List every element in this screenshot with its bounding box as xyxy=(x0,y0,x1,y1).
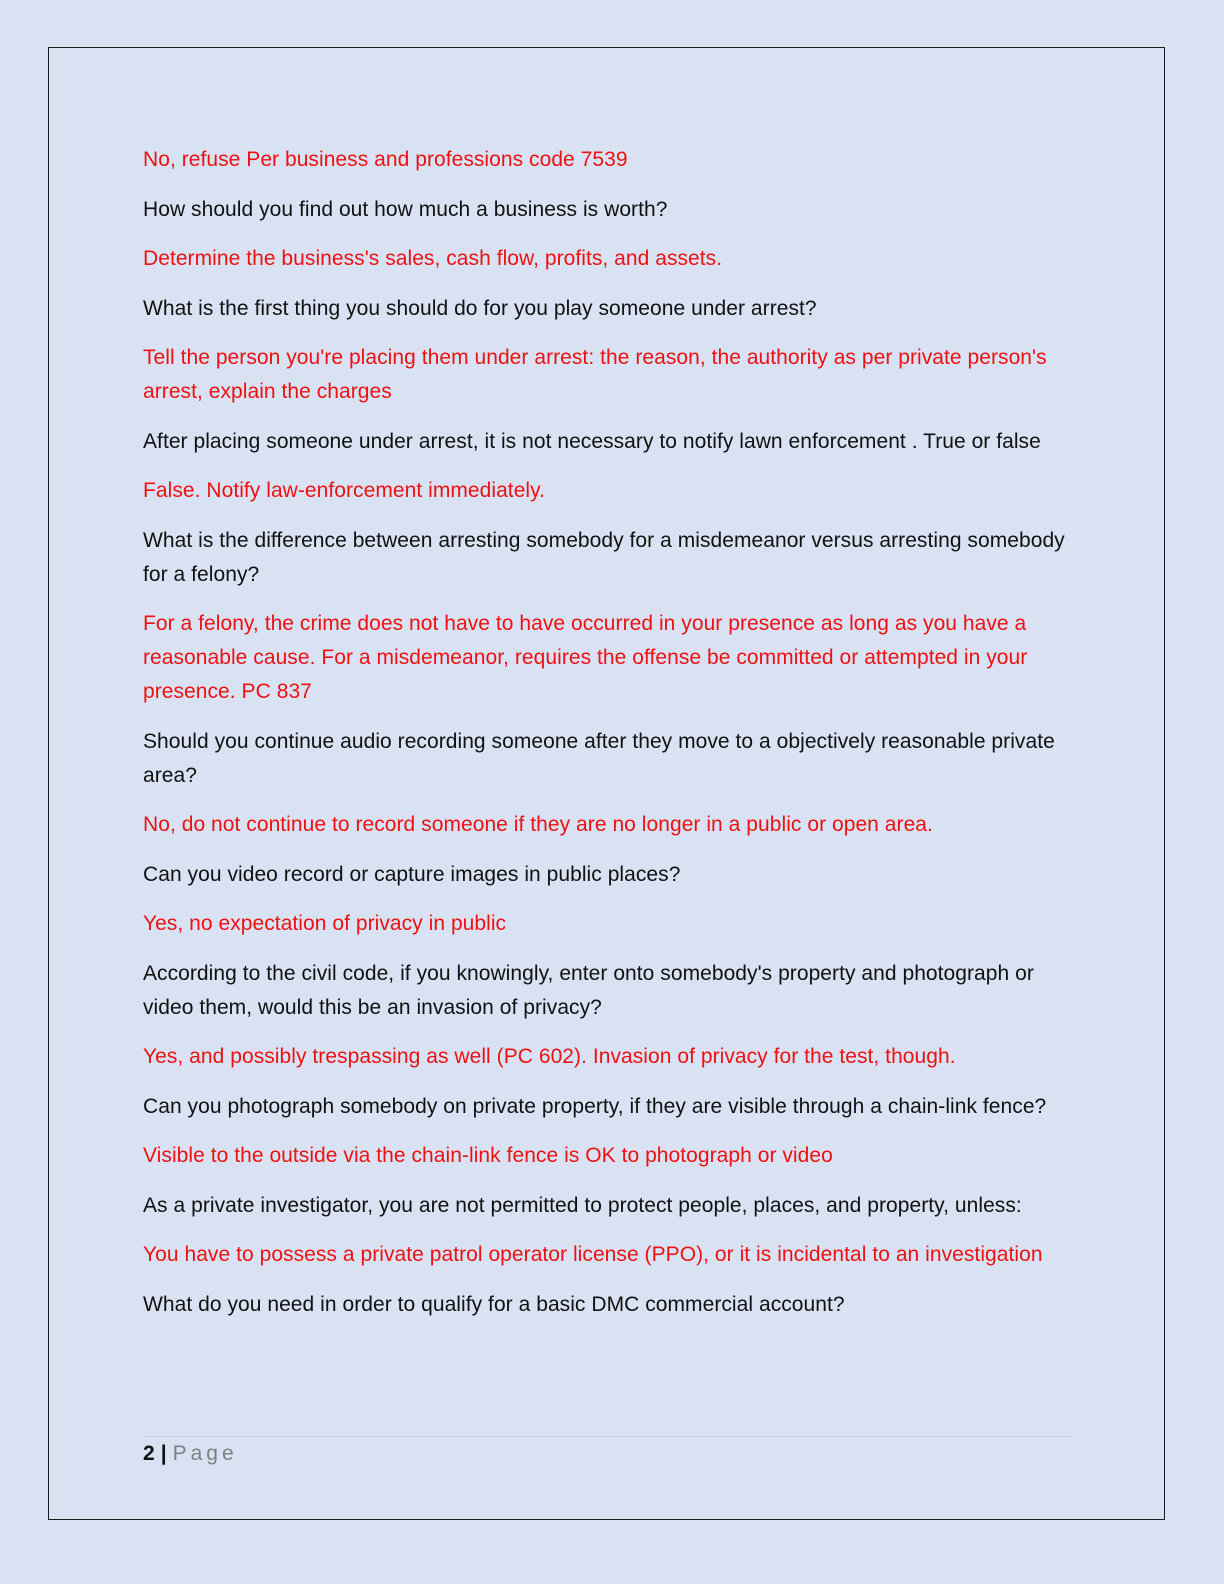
page-number: 2 xyxy=(143,1442,155,1465)
question-paragraph: After placing someone under arrest, it is not necessary to notify lawn enforcement . True or false xyxy=(143,429,1041,453)
question-paragraph: What do you need in order to qualify for a basic DMC commercial account? xyxy=(143,1292,845,1316)
question-paragraph: Can you photograph somebody on private property, if they are visible through a chain-link fence? xyxy=(143,1094,1047,1118)
document-body xyxy=(143,143,1073,1337)
answer-paragraph: For a felony, the crime does not have to have occurred in your presence as long as you have a reasonable cause. For a misdemeanor, requires the offense be committed or attempted in your presence. PC 837 xyxy=(143,612,1028,703)
footer-divider xyxy=(143,1436,1073,1437)
answer-paragraph: No, do not continue to record someone if they are no longer in a public or open area. xyxy=(143,813,933,836)
answer-paragraph: Tell the person you're placing them under arrest: the reason, the authority as per private person's arrest, explain the charges xyxy=(143,346,1047,403)
question-paragraph: According to the civil code, if you knowingly, enter onto somebody's property and photograph or video them, would this be an invasion of privacy? xyxy=(143,961,1034,1019)
question-paragraph: What is the first thing you should do for you play someone under arrest? xyxy=(143,296,817,320)
question-paragraph: Should you continue audio recording someone after they move to a objectively reasonable private area? xyxy=(143,729,1055,787)
footer-separator: | xyxy=(160,1442,167,1465)
answer-paragraph: You have to possess a private patrol operator license (PPO), or it is incidental to an investigation xyxy=(143,1243,1043,1266)
question-paragraph: What is the difference between arresting somebody for a misdemeanor versus arresting somebody for a felony? xyxy=(143,528,1065,586)
answer-paragraph: Yes, no expectation of privacy in public xyxy=(143,912,507,935)
page-footer xyxy=(143,1440,238,1468)
answer-paragraph: No, refuse Per business and professions code 7539 xyxy=(143,148,628,171)
question-paragraph: How should you find out how much a business is worth? xyxy=(143,197,668,221)
question-paragraph: As a private investigator, you are not permitted to protect people, places, and property, unless: xyxy=(143,1193,1022,1217)
answer-paragraph: False. Notify law-enforcement immediately. xyxy=(143,479,546,502)
answer-paragraph: Visible to the outside via the chain-link fence is OK to photograph or video xyxy=(143,1144,833,1167)
answer-paragraph: Determine the business's sales, cash flow, profits, and assets. xyxy=(143,247,723,270)
question-paragraph: Can you video record or capture images in public places? xyxy=(143,862,681,886)
page-label: Page xyxy=(172,1442,238,1465)
answer-paragraph: Yes, and possibly trespassing as well (PC 602). Invasion of privacy for the test, though. xyxy=(143,1045,956,1068)
